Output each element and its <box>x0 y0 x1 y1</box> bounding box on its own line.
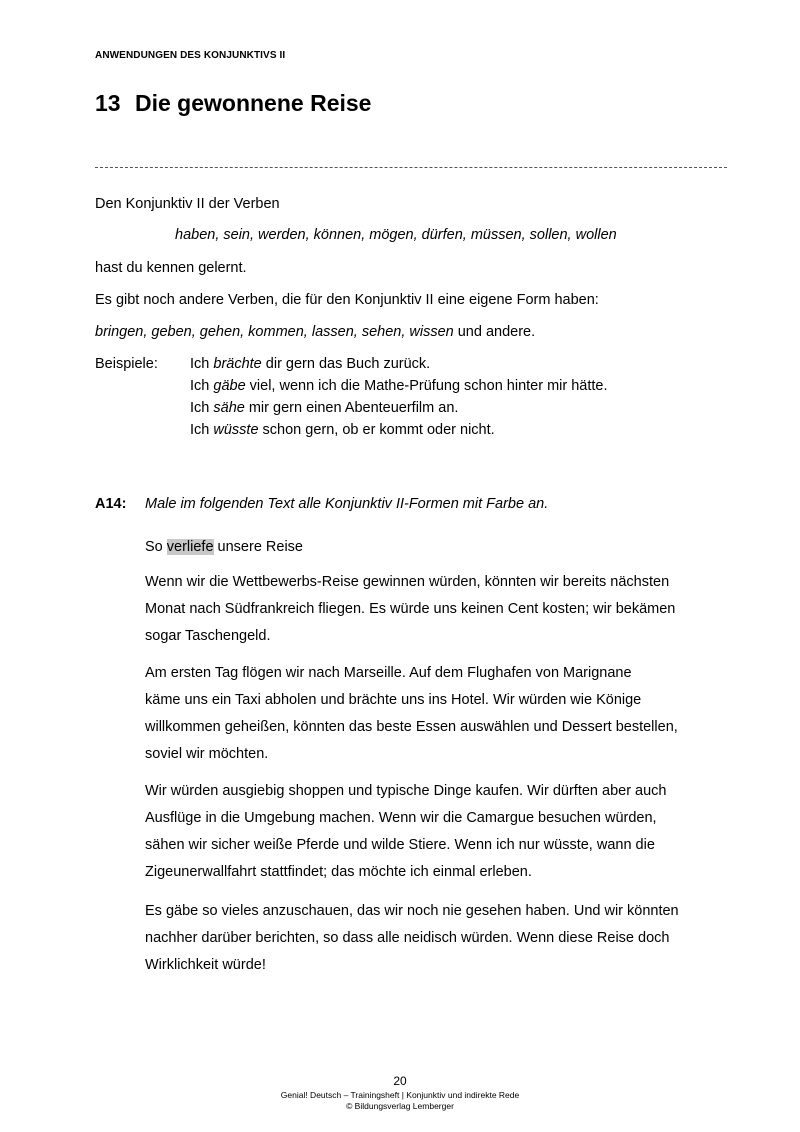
example-pre: Ich <box>190 400 214 416</box>
example-line <box>190 354 608 376</box>
story-line[interactable]: Zigeunerwallfahrt stattfindet; das möchte ich einmal erleben. <box>145 864 532 880</box>
story-line[interactable]: soviel wir möchten. <box>145 746 269 762</box>
page-title <box>95 90 371 117</box>
story-line[interactable]: sähen wir sicher weiße Pferde und wilde Stiere. Wenn ich nur wüsste, wann die <box>145 837 655 853</box>
story-line[interactable]: Wenn wir die Wettbewerbs-Reise gewinnen würden, könnten wir bereits nächsten <box>145 574 670 590</box>
story-paragraph-4 <box>145 898 705 979</box>
story-line[interactable]: Monat nach Südfrankreich fliegen. Es würde uns keinen Cent kosten; wir bekämen <box>145 601 676 617</box>
modal-verbs-list: haben, sein, werden, können, mögen, dürfen, müssen, sollen, wollen <box>175 227 617 243</box>
intro-line-2: hast du kennen gelernt. <box>95 260 247 276</box>
story-paragraph-3 <box>145 778 705 886</box>
dashed-divider <box>95 167 727 168</box>
example-pre: Ich <box>190 378 214 394</box>
intro-line-3: Es gibt noch andere Verben, die für den Konjunktiv II eine eigene Form haben: <box>95 292 599 308</box>
example-post: dir gern das Buch zurück. <box>261 356 431 372</box>
chapter-number: 13 <box>95 90 121 116</box>
example-line <box>190 398 608 420</box>
story-line[interactable]: Es gäbe so vieles anzuschauen, das wir noch nie gesehen haben. Und wir könnten <box>145 903 679 919</box>
story-title <box>145 537 303 557</box>
examples-list <box>190 354 608 442</box>
example-line <box>190 420 608 442</box>
intro-line-4-rest: und andere. <box>453 324 536 340</box>
story-line[interactable]: willkommen geheißen, könnten das beste Essen auswählen und Dessert bestellen, <box>145 719 678 735</box>
story-line[interactable]: Wir würden ausgiebig shoppen und typische Dinge kaufen. Wir dürften aber auch <box>145 783 667 799</box>
story-paragraph-1 <box>145 569 705 650</box>
example-verb: brächte <box>213 356 262 372</box>
story-line[interactable]: nachher darüber berichten, so dass alle neidisch würden. Wenn diese Reise doch <box>145 930 670 946</box>
example-post: viel, wenn ich die Mathe-Prüfung schon hinter mir hätte. <box>245 378 608 394</box>
story-line[interactable]: Wirklichkeit würde! <box>145 957 266 973</box>
example-post: mir gern einen Abenteuerfilm an. <box>244 400 459 416</box>
example-post: schon gern, ob er kommt oder nicht. <box>258 422 495 438</box>
other-verbs-list: bringen, geben, gehen, kommen, lassen, sehen, wissen <box>95 324 454 340</box>
story-title-post: unsere Reise <box>213 539 303 555</box>
example-verb: sähe <box>213 400 245 416</box>
task-label: A14: <box>95 496 127 512</box>
story-title-pre: So <box>145 539 167 555</box>
chapter-title: Die gewonnene Reise <box>135 90 372 116</box>
example-verb: gäbe <box>213 378 246 394</box>
story-line[interactable]: Ausflüge in die Umgebung machen. Wenn wir die Camargue besuchen würden, <box>145 810 657 826</box>
task-instruction: Male im folgenden Text alle Konjunktiv II-Formen mit Farbe an. <box>145 496 549 512</box>
example-verb: wüsste <box>213 422 259 438</box>
example-pre: Ich <box>190 422 214 438</box>
section-header: ANWENDUNGEN DES KONJUNKTIVS II <box>95 50 286 61</box>
example-line <box>190 376 608 398</box>
story-line[interactable]: sogar Taschengeld. <box>145 628 271 644</box>
footer-copyright: © Bildungsverlag Lemberger <box>346 1101 454 1111</box>
highlighted-word[interactable]: verliefe <box>166 539 214 555</box>
intro-line-1: Den Konjunktiv II der Verben <box>95 196 280 212</box>
examples-label: Beispiele: <box>95 356 158 372</box>
story-paragraph-2 <box>145 660 705 768</box>
story-line[interactable]: käme uns ein Taxi abholen und brächte uns ins Hotel. Wir würden wie Könige <box>145 692 642 708</box>
page-number: 20 <box>393 1074 407 1088</box>
footer-publication: Genial! Deutsch – Trainingsheft | Konjunktiv und indirekte Rede <box>280 1090 520 1100</box>
example-pre: Ich <box>190 356 214 372</box>
story-line[interactable]: Am ersten Tag flögen wir nach Marseille. Auf dem Flughafen von Marignane <box>145 665 632 681</box>
intro-line-4 <box>95 322 535 342</box>
